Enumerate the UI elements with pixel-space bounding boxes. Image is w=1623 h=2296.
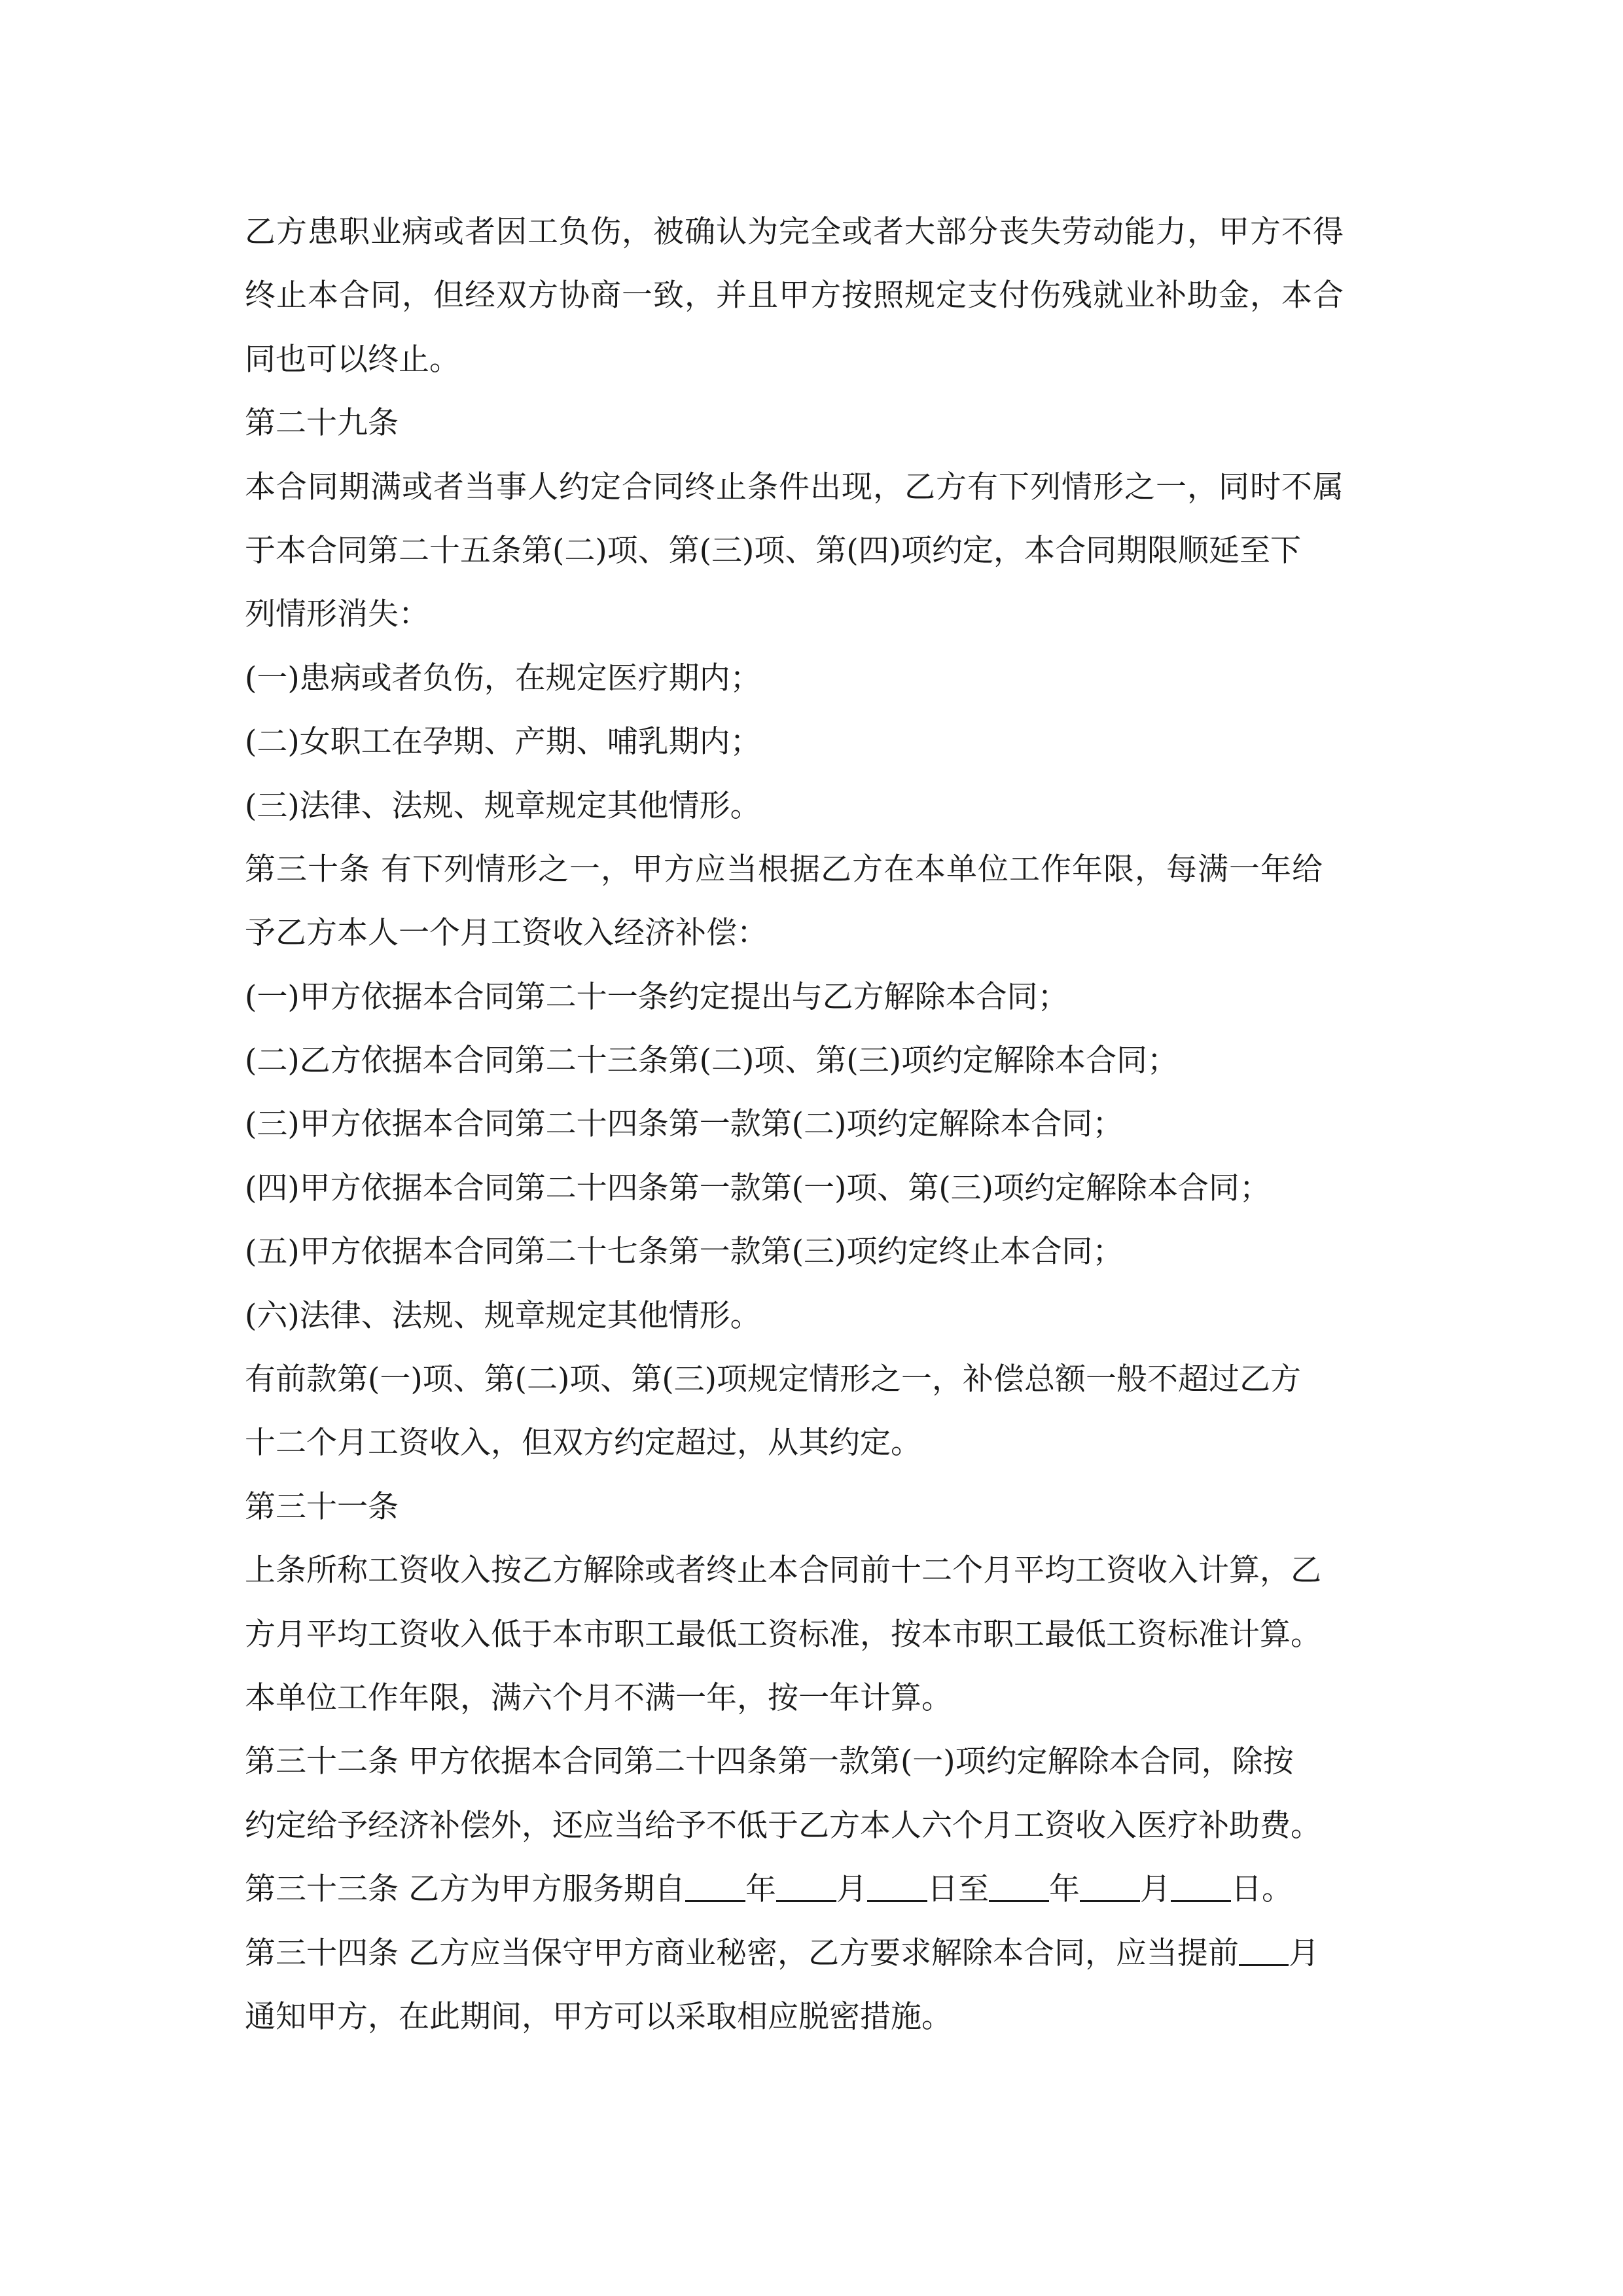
label-year: 年	[745, 1871, 776, 1908]
contract-text	[245, 200, 1397, 2049]
label-month: 月	[1139, 1871, 1171, 1908]
text-line: 约定给予经济补偿外，还应当给予不低于乙方本人六个月工资收入医疗补助费。	[245, 1807, 1321, 1844]
list-item: (五)甲方依据本合同第二十七条第一款第(三)项约定终止本合同；	[245, 1234, 1124, 1270]
confidentiality-line	[245, 1922, 1397, 1985]
text-line: 方月平均工资收入低于本市职工最低工资标准，按本市职工最低工资标准计算。	[245, 1616, 1321, 1653]
text-line: 第三十条 有下列情形之一，甲方应当根据乙方在本单位工作年限，每满一年给	[245, 851, 1323, 888]
blank-day-end[interactable]	[1171, 1869, 1231, 1902]
list-item: (一)甲方依据本合同第二十一条约定提出与乙方解除本合同；	[245, 978, 1069, 1015]
text-line: 本单位工作年限，满六个月不满一年，按一年计算。	[245, 1679, 952, 1716]
text-line: 本合同期满或者当事人约定合同终止条件出现，乙方有下列情形之一，同时不属	[245, 469, 1344, 505]
text-line: 列情形消失：	[245, 596, 429, 633]
label-month: 月	[1288, 1935, 1319, 1971]
blank-year-start[interactable]	[685, 1869, 745, 1902]
list-item: (一)患病或者负伤，在规定医疗期内；	[245, 660, 761, 696]
text-line: 十二个月工资收入，但双方约定超过，从其约定。	[245, 1425, 921, 1462]
label-day-to: 日至	[927, 1871, 989, 1908]
blank-month-start[interactable]	[776, 1869, 836, 1902]
blank-month-end[interactable]	[1080, 1869, 1140, 1902]
text-line: 乙方患职业病或者因工负伤，被确认为完全或者大部分丧失劳动能力，甲方不得	[245, 214, 1344, 250]
text-line: 于本合同第二十五条第(二)项、第(三)项、第(四)项约定，本合同期限顺延至下	[245, 532, 1302, 569]
service-period-prefix: 第三十三条 乙方为甲方服务期自	[245, 1871, 685, 1908]
confidentiality-prefix: 第三十四条 乙方应当保守甲方商业秘密，乙方要求解除本合同，应当提前	[245, 1935, 1239, 1971]
text-line: 第三十二条 甲方依据本合同第二十四条第一款第(一)项约定解除本合同，除按	[245, 1744, 1294, 1780]
text-line: 同也可以终止。	[245, 341, 460, 378]
label-month: 月	[836, 1871, 867, 1908]
article-heading: 第二十九条	[245, 405, 399, 442]
text-line: 有前款第(一)项、第(二)项、第(三)项规定情形之一，补偿总额一般不超过乙方	[245, 1361, 1302, 1398]
blank-year-end[interactable]	[989, 1869, 1049, 1902]
text-line: 通知甲方，在此期间，甲方可以采取相应脱密措施。	[245, 1998, 952, 2035]
text-line: 终止本合同，但经双方协商一致，并且甲方按照规定支付伤残就业补助金，本合	[245, 278, 1344, 314]
list-item: (六)法律、法规、规章规定其他情形。	[245, 1297, 761, 1334]
article-heading: 第三十一条	[245, 1488, 399, 1525]
blank-day-start[interactable]	[867, 1869, 927, 1902]
list-item: (二)女职工在孕期、产期、哺乳期内；	[245, 724, 761, 761]
service-period-line	[245, 1857, 1397, 1921]
list-item: (三)法律、法规、规章规定其他情形。	[245, 787, 761, 824]
list-item: (四)甲方依据本合同第二十四条第一款第(一)项、第(三)项约定解除本合同；	[245, 1170, 1271, 1206]
list-item: (二)乙方依据本合同第二十三条第(二)项、第(三)项约定解除本合同；	[245, 1043, 1179, 1079]
text-line: 上条所称工资收入按乙方解除或者终止本合同前十二个月平均工资收入计算，乙	[245, 1552, 1321, 1589]
label-day-end: 日。	[1230, 1871, 1293, 1908]
blank-notice-months[interactable]	[1239, 1933, 1289, 1966]
list-item: (三)甲方依据本合同第二十四条第一款第(二)项约定解除本合同；	[245, 1106, 1124, 1143]
label-year: 年	[1048, 1871, 1080, 1908]
text-line: 予乙方本人一个月工资收入经济补偿：	[245, 915, 768, 952]
